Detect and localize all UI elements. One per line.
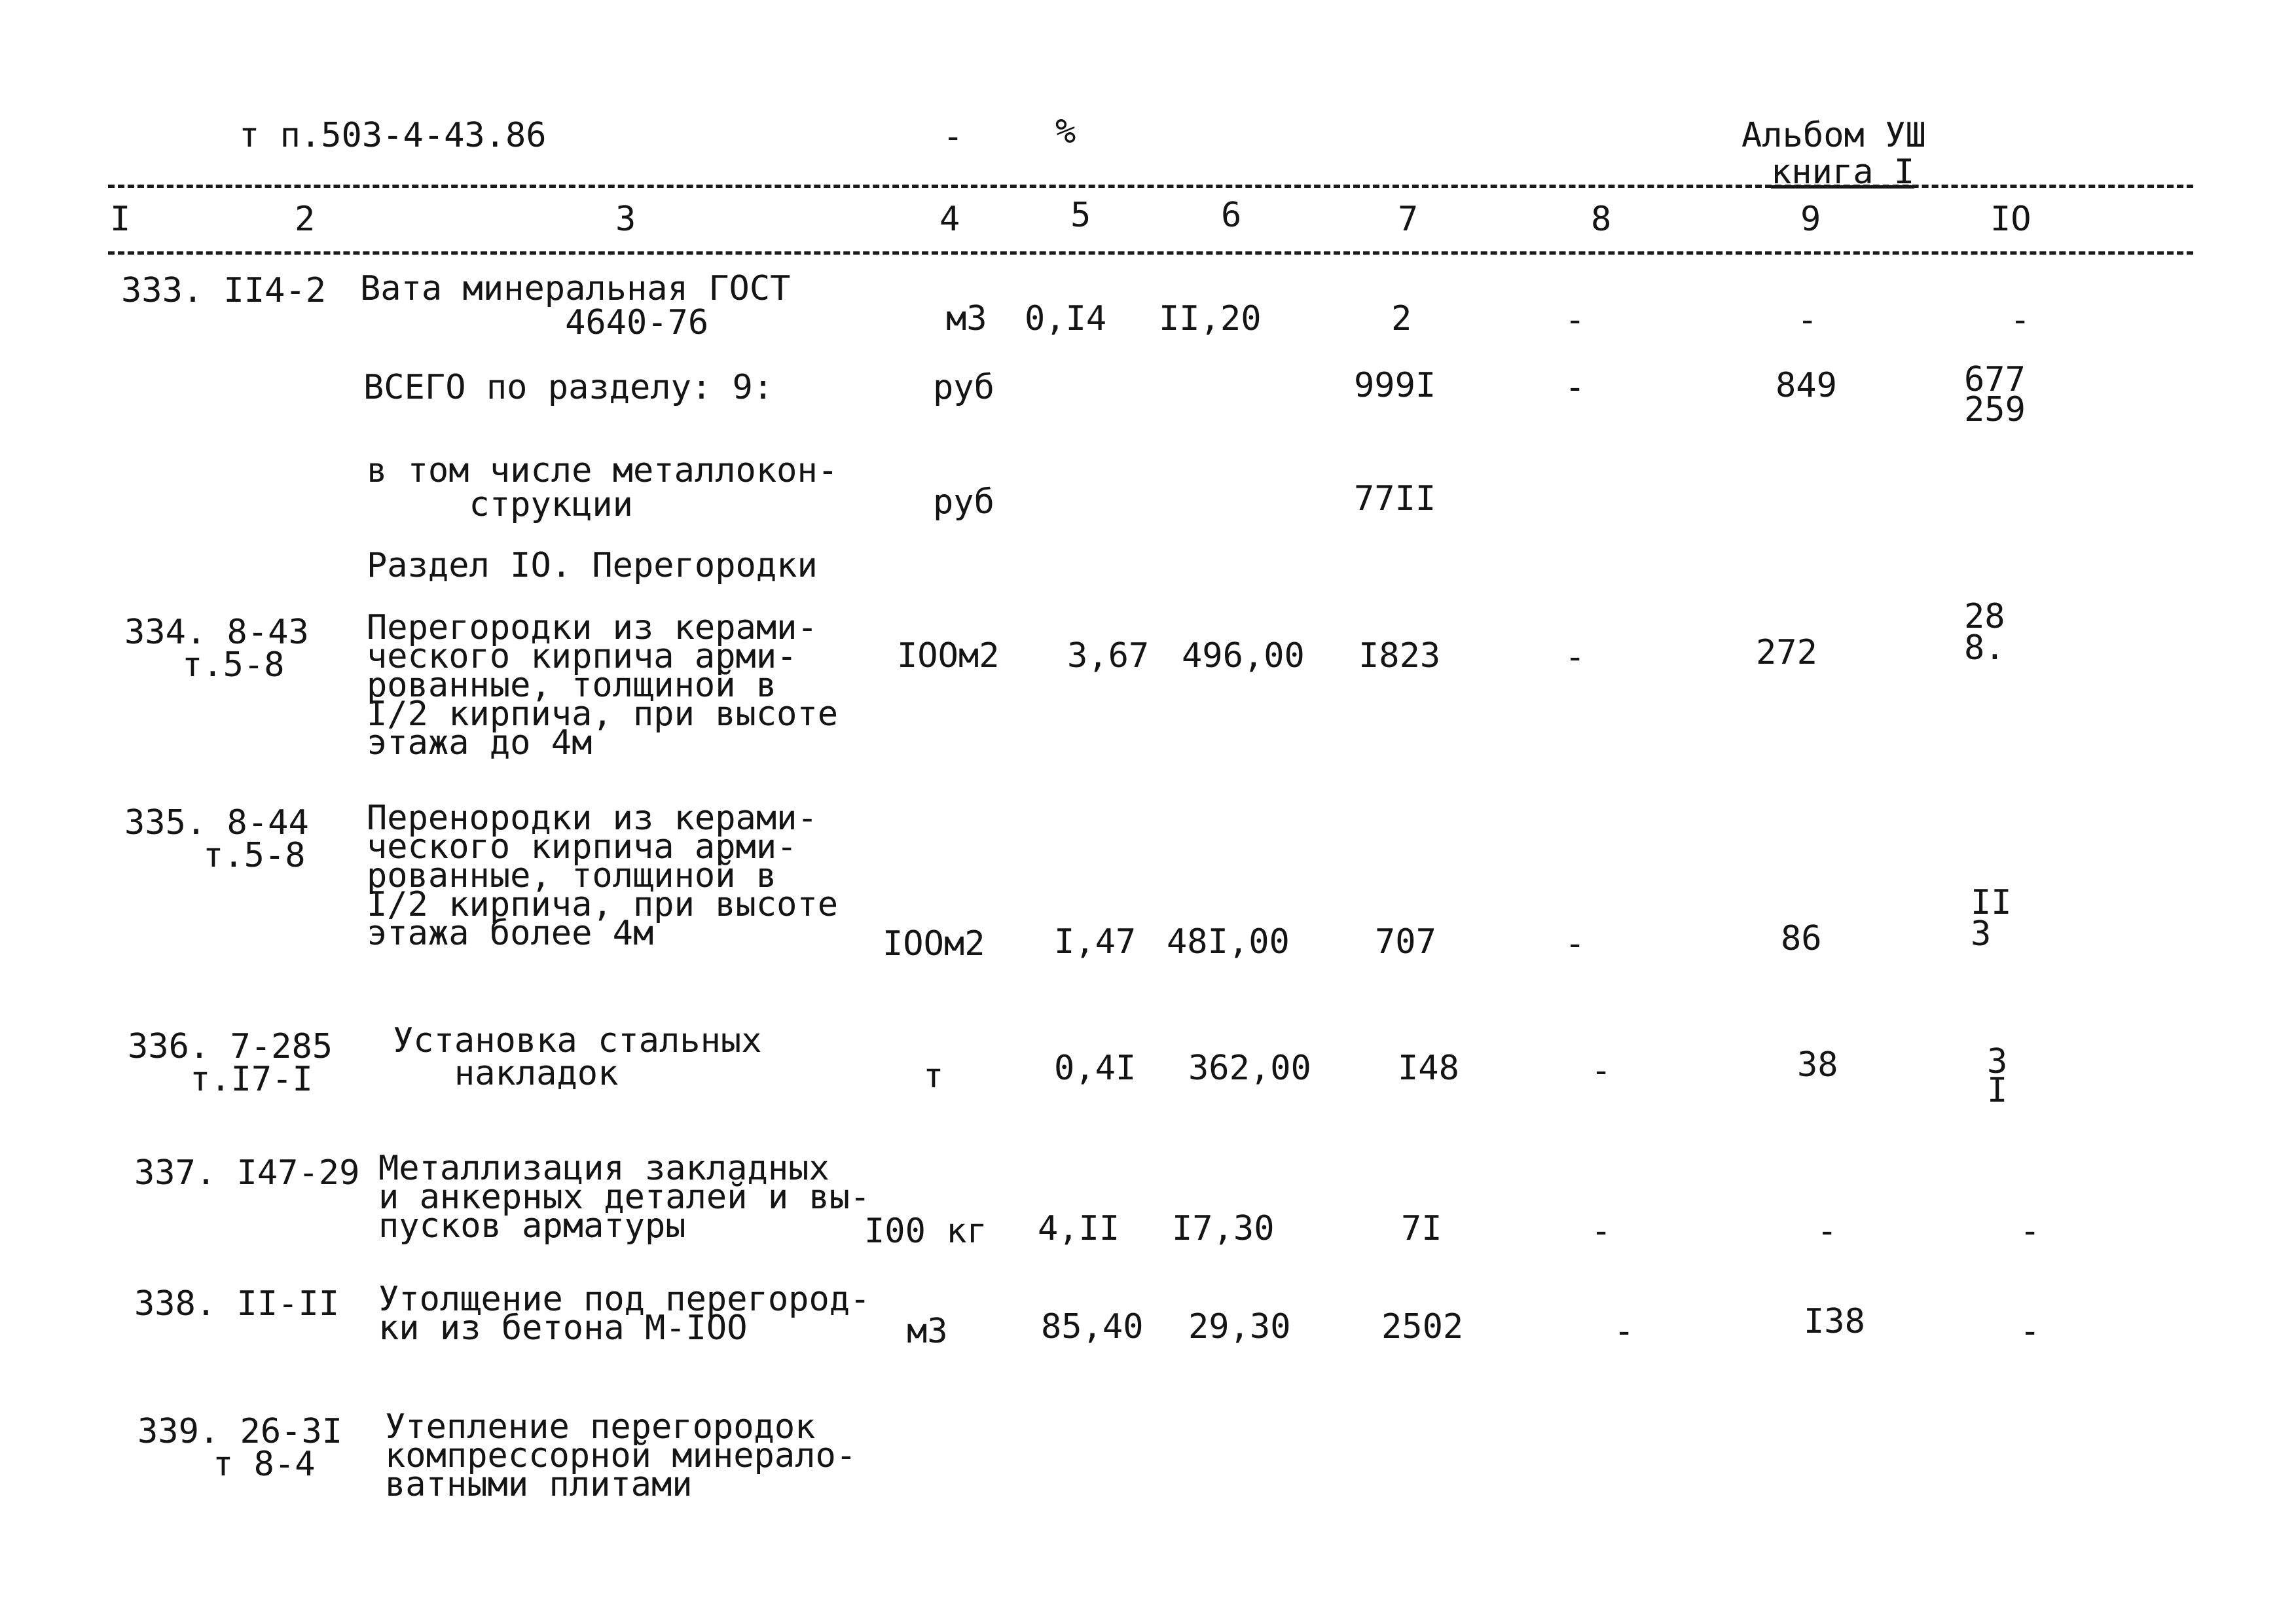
row-quantity: I,47 <box>1054 922 1137 962</box>
row-unit: руб <box>933 482 994 522</box>
row-unit: руб <box>933 368 994 407</box>
row-col10: - <box>2010 300 2031 340</box>
column-header-9: 9 <box>1800 200 1821 239</box>
row-total: 77II <box>1354 479 1436 518</box>
column-header-7: 7 <box>1398 200 1419 239</box>
column-header-8: 8 <box>1591 200 1612 239</box>
column-header-2: 2 <box>295 200 316 239</box>
row-unit-price: 48I,00 <box>1167 922 1290 962</box>
row-description: Вата минеральная ГОСТ 4640-76 <box>360 269 791 342</box>
row-number: 334. 8-43 <box>124 613 309 652</box>
row-unit-price: I7,30 <box>1172 1209 1275 1248</box>
row-code: т.5-8 <box>182 645 285 685</box>
row-code: т.I7-I <box>190 1060 313 1099</box>
row-total: 999I <box>1354 366 1436 405</box>
row-col8: - <box>1565 924 1586 964</box>
row-quantity: 0,I4 <box>1025 299 1107 338</box>
row-total: 2 <box>1391 299 1412 338</box>
row-description: Металлизация закладных и анкерных деталей и вы- пусков арматуры <box>378 1149 871 1246</box>
row-description: Утолщение под перегород- ки из бетона М-IOO <box>378 1280 871 1348</box>
page-mark: % <box>1055 112 1076 151</box>
row-col8: - <box>1565 300 1586 340</box>
row-col10: - <box>2020 1312 2041 1351</box>
row-col8: - <box>1591 1051 1612 1091</box>
row-col9: 272 <box>1756 633 1817 672</box>
row-col9: 86 <box>1781 919 1822 958</box>
row-unit-price: II,20 <box>1159 299 1262 338</box>
row-quantity: 3,67 <box>1067 636 1150 676</box>
row-col10: - <box>2020 1212 2041 1251</box>
row-description: Перегородки из керами- ческого кирпича арми- рованные, толщиной в I/2 кирпича, при высоте этажа до 4м <box>367 608 839 763</box>
row-col8: - <box>1565 368 1586 407</box>
book-label: книга I <box>1771 153 1915 192</box>
row-total: 707 <box>1375 922 1436 962</box>
column-header-1: I <box>110 200 131 239</box>
row-unit-price: 362,00 <box>1188 1049 1311 1088</box>
row-number: 336. 7-285 <box>128 1027 333 1066</box>
row-description: Установка стальных накладок <box>393 1021 762 1093</box>
row-code: т.5-8 <box>203 836 306 875</box>
header-rule-top <box>108 185 2193 188</box>
row-unit-price: 29,30 <box>1188 1307 1291 1346</box>
row-total: 2502 <box>1381 1307 1464 1346</box>
row-quantity: 85,40 <box>1041 1307 1144 1346</box>
row-unit: м3 <box>946 299 987 338</box>
row-number: 338. II-II <box>134 1284 340 1324</box>
column-header-4: 4 <box>939 200 960 239</box>
row-col10: II 3 <box>1971 883 2012 954</box>
row-description: Утепление перегородок компрессорной минерало- ватными плитами <box>385 1407 857 1504</box>
row-col9: I38 <box>1804 1302 1865 1341</box>
row-code: т 8-4 <box>213 1445 316 1484</box>
column-header-3: 3 <box>615 200 636 239</box>
row-unit: I00 кг <box>864 1212 987 1251</box>
row-col9: 38 <box>1797 1045 1838 1085</box>
column-header-5: 5 <box>1070 196 1091 235</box>
row-col9: - <box>1797 300 1818 340</box>
row-col10: 3 I <box>1987 1042 2008 1110</box>
row-unit: IOOм2 <box>883 924 985 964</box>
row-number: 335. 8-44 <box>124 803 309 842</box>
column-header-10: IO <box>1990 200 2032 239</box>
row-col8: - <box>1565 638 1586 677</box>
album-label: Альбом УШ <box>1741 116 1926 155</box>
row-col8: - <box>1591 1212 1612 1251</box>
row-number: 339. 26-3I <box>137 1412 343 1451</box>
row-total: I823 <box>1358 636 1441 676</box>
row-col10: 28 8. <box>1964 597 2005 668</box>
row-col8: - <box>1614 1312 1635 1351</box>
header-dash: - <box>943 117 964 156</box>
row-col9: 849 <box>1776 366 1837 405</box>
document-number: т п.503-4-43.86 <box>239 116 547 155</box>
row-total: I48 <box>1398 1049 1459 1088</box>
row-quantity: 4,II <box>1038 1209 1120 1248</box>
row-description: Перенородки из керами- ческого кирпича арми- рованные, толщиной в I/2 кирпича, при высоте этажа более 4м <box>367 799 839 953</box>
section-total-label: ВСЕГО по разделу: 9: <box>363 368 774 407</box>
row-unit: м3 <box>907 1312 948 1351</box>
row-col10: 677 259 <box>1964 360 2026 429</box>
row-unit-price: 496,00 <box>1182 636 1305 676</box>
row-total: 7I <box>1401 1209 1442 1248</box>
row-unit: IOOм2 <box>897 636 1000 676</box>
row-unit: т <box>923 1056 944 1096</box>
column-header-6: 6 <box>1221 196 1242 235</box>
row-col9: - <box>1817 1212 1838 1251</box>
row-description: в том числе металлокон- струкции <box>367 451 839 524</box>
header-rule-bottom <box>108 251 2193 255</box>
section-heading: Раздел IO. Перегородки <box>367 546 818 585</box>
row-number: 333. II4-2 <box>121 271 327 310</box>
row-quantity: 0,4I <box>1054 1049 1137 1088</box>
row-number: 337. I47-29 <box>134 1153 360 1193</box>
